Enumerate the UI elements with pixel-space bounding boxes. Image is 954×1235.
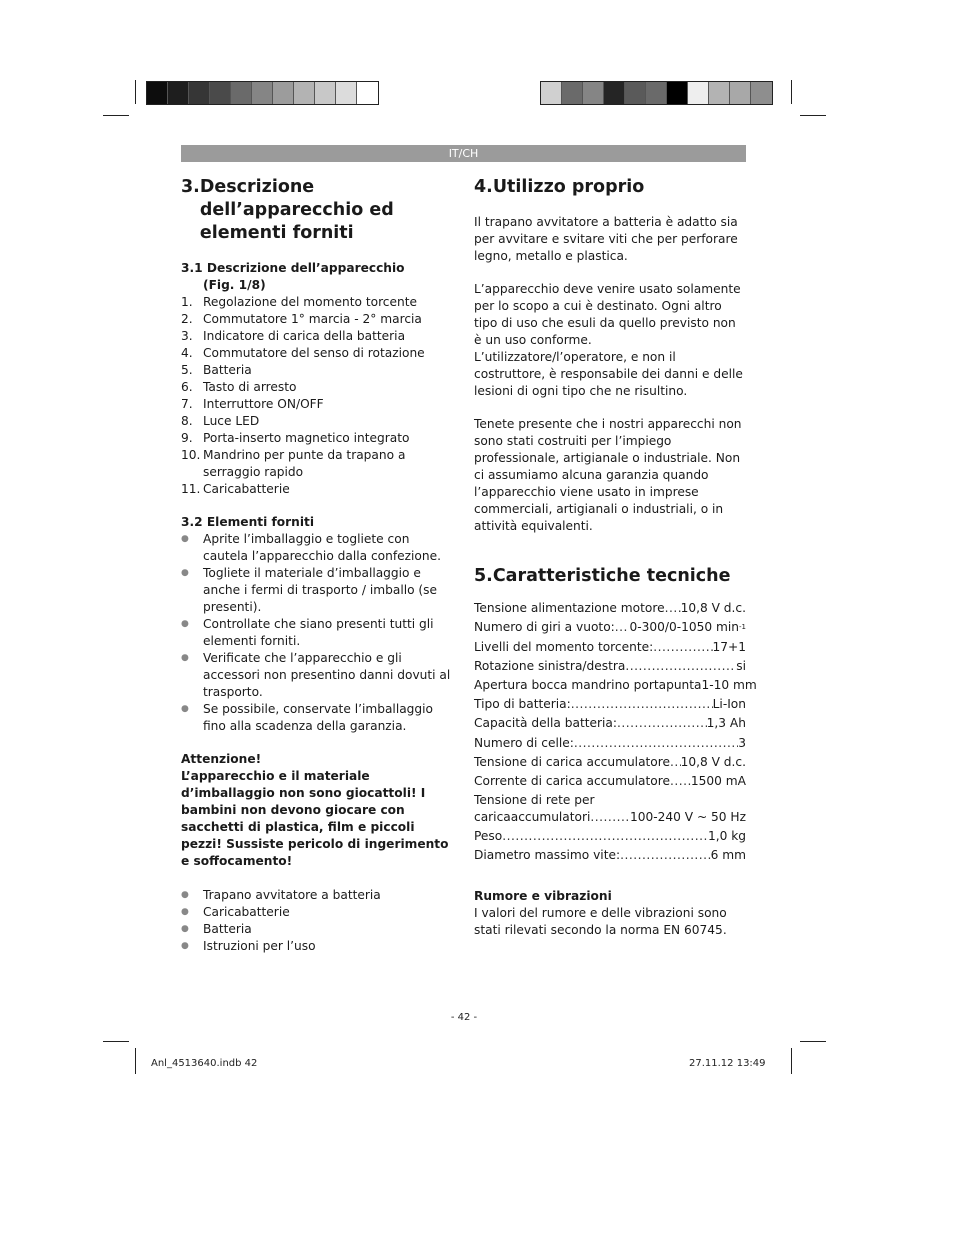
crop-mark: [791, 80, 792, 104]
color-swatch: [730, 82, 751, 104]
left-column: [181, 176, 453, 955]
list-item: 8. Luce LED: [181, 414, 260, 428]
bullet-icon: ●: [181, 568, 189, 578]
color-swatch: [751, 82, 772, 104]
list-item: 11. Caricabatterie: [181, 482, 290, 496]
color-swatch: [646, 82, 667, 104]
crop-mark: [103, 1041, 129, 1042]
spec-row: Numero di celle: ..... 3: [474, 732, 746, 751]
dot-leader: [653, 639, 712, 656]
color-swatch: [357, 82, 378, 104]
list-item: ● Togliete il materiale d’imballaggio e anche i fermi di trasporto / imballo (se presenti).: [181, 566, 438, 614]
warning-title: Attenzione!: [181, 752, 262, 766]
list-item: ● Controllate che siano presenti tutti gli elementi forniti.: [181, 617, 434, 648]
color-swatch: [147, 82, 168, 104]
list-item: 5. Batteria: [181, 363, 252, 377]
color-swatch: [273, 82, 294, 104]
dot-leader: [670, 754, 681, 771]
color-swatch: [252, 82, 273, 104]
crop-mark: [103, 115, 129, 116]
dot-leader: [670, 773, 691, 790]
list-item: 6. Tasto di arresto: [181, 380, 297, 394]
dot-leader: [574, 735, 738, 752]
dot-leader: [617, 715, 707, 732]
noise-heading: Rumore e vibrazioni: [474, 889, 612, 904]
list-item: ● Aprite l’imballaggio e togliete con cautela l’apparecchio dalla confezione.: [181, 532, 441, 563]
spec-row: Apertura bocca mandrino portapunta 1-10 mm: [474, 677, 757, 692]
color-swatch: [688, 82, 709, 104]
color-strip-left: [146, 81, 379, 105]
dot-leader: [625, 658, 736, 675]
crop-mark: [135, 80, 136, 104]
list-item: ● Istruzioni per l’uso: [181, 939, 316, 953]
bullet-icon: ●: [181, 653, 189, 663]
spec-row: Capacità della batteria: ..... 1,3 Ah: [474, 713, 746, 732]
language-header: IT/CH: [181, 145, 746, 162]
bullet-icon: ●: [181, 534, 189, 544]
section-4-heading: 4. Utilizzo proprio: [474, 177, 645, 197]
list-item: ● Se possibile, conservate l’imballaggio fino alla scadenza della garanzia.: [181, 702, 433, 733]
color-swatch: [336, 82, 357, 104]
color-swatch: [709, 82, 730, 104]
right-column: [474, 176, 757, 939]
dot-leader: [665, 600, 681, 617]
crop-mark: [800, 115, 826, 116]
spec-row: Tensione di carica accumulatore ..... 10,8 V d.c.: [474, 752, 746, 771]
list-item: 1. Regolazione del momento torcente: [181, 295, 418, 309]
list-item: 10. Mandrino per punte da trapano a serraggio rapido: [181, 448, 406, 479]
bullet-icon: ●: [181, 941, 189, 951]
dot-leader: [620, 847, 711, 864]
color-strip-right: [540, 81, 773, 105]
spec-row: Corrente di carica accumulatore ..... 1500 mA: [474, 771, 746, 790]
spec-row: Tipo di batteria: ..... Li-Ion: [474, 694, 746, 713]
crop-mark: [800, 1041, 826, 1042]
crop-mark: [135, 1048, 136, 1074]
color-swatch: [231, 82, 252, 104]
color-swatch: [315, 82, 336, 104]
footer-date: 27.11.12 13:49: [689, 1058, 766, 1069]
spec-row: Peso ..... 1,0 kg: [474, 826, 746, 845]
list-item: 2. Commutatore 1° marcia - 2° marcia: [181, 312, 422, 326]
color-swatch: [562, 82, 583, 104]
bullet-icon: ●: [181, 907, 189, 917]
color-swatch: [604, 82, 625, 104]
bullet-icon: ●: [181, 704, 189, 714]
bullet-icon: ●: [181, 890, 189, 900]
list-item: ● Caricabatterie: [181, 905, 290, 919]
dot-leader: [590, 809, 630, 826]
spec-row: Tensione alimentazione motore ..... 10,8 V d.c.: [474, 598, 746, 617]
color-swatch: [210, 82, 231, 104]
section-5-heading: 5. Caratteristiche tecniche: [474, 566, 731, 586]
subsection-3-2-heading: 3.2 Elementi forniti: [181, 515, 315, 529]
noise-text: I valori del rumore e delle vibrazioni sono stati rilevati secondo la norma EN 60745.: [474, 906, 727, 938]
spec-row: Rotazione sinistra/destra ..... si: [474, 656, 746, 675]
color-swatch: [583, 82, 604, 104]
list-item: 7. Interruttore ON/OFF: [181, 397, 324, 411]
list-item: ● Trapano avvitatore a batteria: [181, 888, 381, 902]
spec-row: Numero di giri a vuoto: ..... 0-300/0-1050 min -1: [474, 617, 746, 636]
unpacking-list: [181, 531, 453, 735]
spec-row: Livelli del momento torcente: ..... 17+1: [474, 636, 746, 655]
list-item: 4. Commutatore del senso di rotazione: [181, 346, 425, 360]
list-item: 9. Porta-inserto magnetico integrato: [181, 431, 410, 445]
dot-leader: [615, 619, 630, 636]
color-swatch: [189, 82, 210, 104]
intended-use-paragraph-2: L’apparecchio deve venire usato solamente per lo scopo a cui è destinato. Ogni altro tipo di uso che esuli da quello previsto non è un uso conforme. L’utilizzatore/l’operatore, e non il costruttore, è responsabile dei danni e delle lesioni di ogni tipo che ne risultino.: [474, 282, 743, 398]
bullet-icon: ●: [181, 619, 189, 629]
crop-mark: [791, 1048, 792, 1074]
page-number: - 42 -: [450, 1012, 478, 1023]
intended-use-paragraph-1: Il trapano avvitatore a batteria è adatto sia per avvitare e svitare viti che per perforare legno, metallo e plastica.: [474, 215, 738, 263]
color-swatch: [294, 82, 315, 104]
list-item: ● Batteria: [181, 922, 252, 936]
section-3-heading: 3. Descrizione dell’apparecchio ed elementi forniti: [181, 177, 394, 243]
list-item: 3. Indicatore di carica della batteria: [181, 329, 406, 343]
dot-leader: [571, 696, 713, 713]
footer-file-info: Anl_4513640.indb 42: [151, 1058, 258, 1069]
bullet-icon: ●: [181, 924, 189, 934]
warning-text: L’apparecchio e il materiale d’imballaggio non sono giocattoli! I bambini non devono giocare con sacchetti di plastica, film e piccoli pezzi! Sussiste pericolo di ingerimento e soffocamento!: [181, 769, 449, 868]
parts-list: [181, 294, 453, 498]
intended-use-paragraph-3: Tenete presente che i nostri apparecchi non sono stati costruiti per l’impiego professionale, artigianale o industriale. Non ci assumiamo alcuna garanzia quando l’apparecchio viene usato in imprese commerciali, artigianali o industriali, o in attività equivalenti.: [474, 417, 742, 533]
scope-of-delivery-list: [181, 887, 453, 955]
list-item: ● Verificate che l’apparecchio e gli accessori non presentino danni dovuti al trasporto.: [181, 651, 451, 699]
spec-row: Diametro massimo vite: ..... 6 mm: [474, 845, 746, 864]
color-swatch: [625, 82, 646, 104]
color-swatch: [667, 82, 688, 104]
subsection-3-1-heading: 3.1 Descrizione dell’apparecchio (Fig. 1/8): [181, 261, 405, 292]
dot-leader: [502, 828, 708, 845]
color-swatch: [541, 82, 562, 104]
color-swatch: [168, 82, 189, 104]
spec-row: Tensione di rete per caricaaccumulatori ..... 100-240 V ~ 50 Hz: [474, 790, 746, 826]
technical-data-table: [474, 598, 757, 864]
